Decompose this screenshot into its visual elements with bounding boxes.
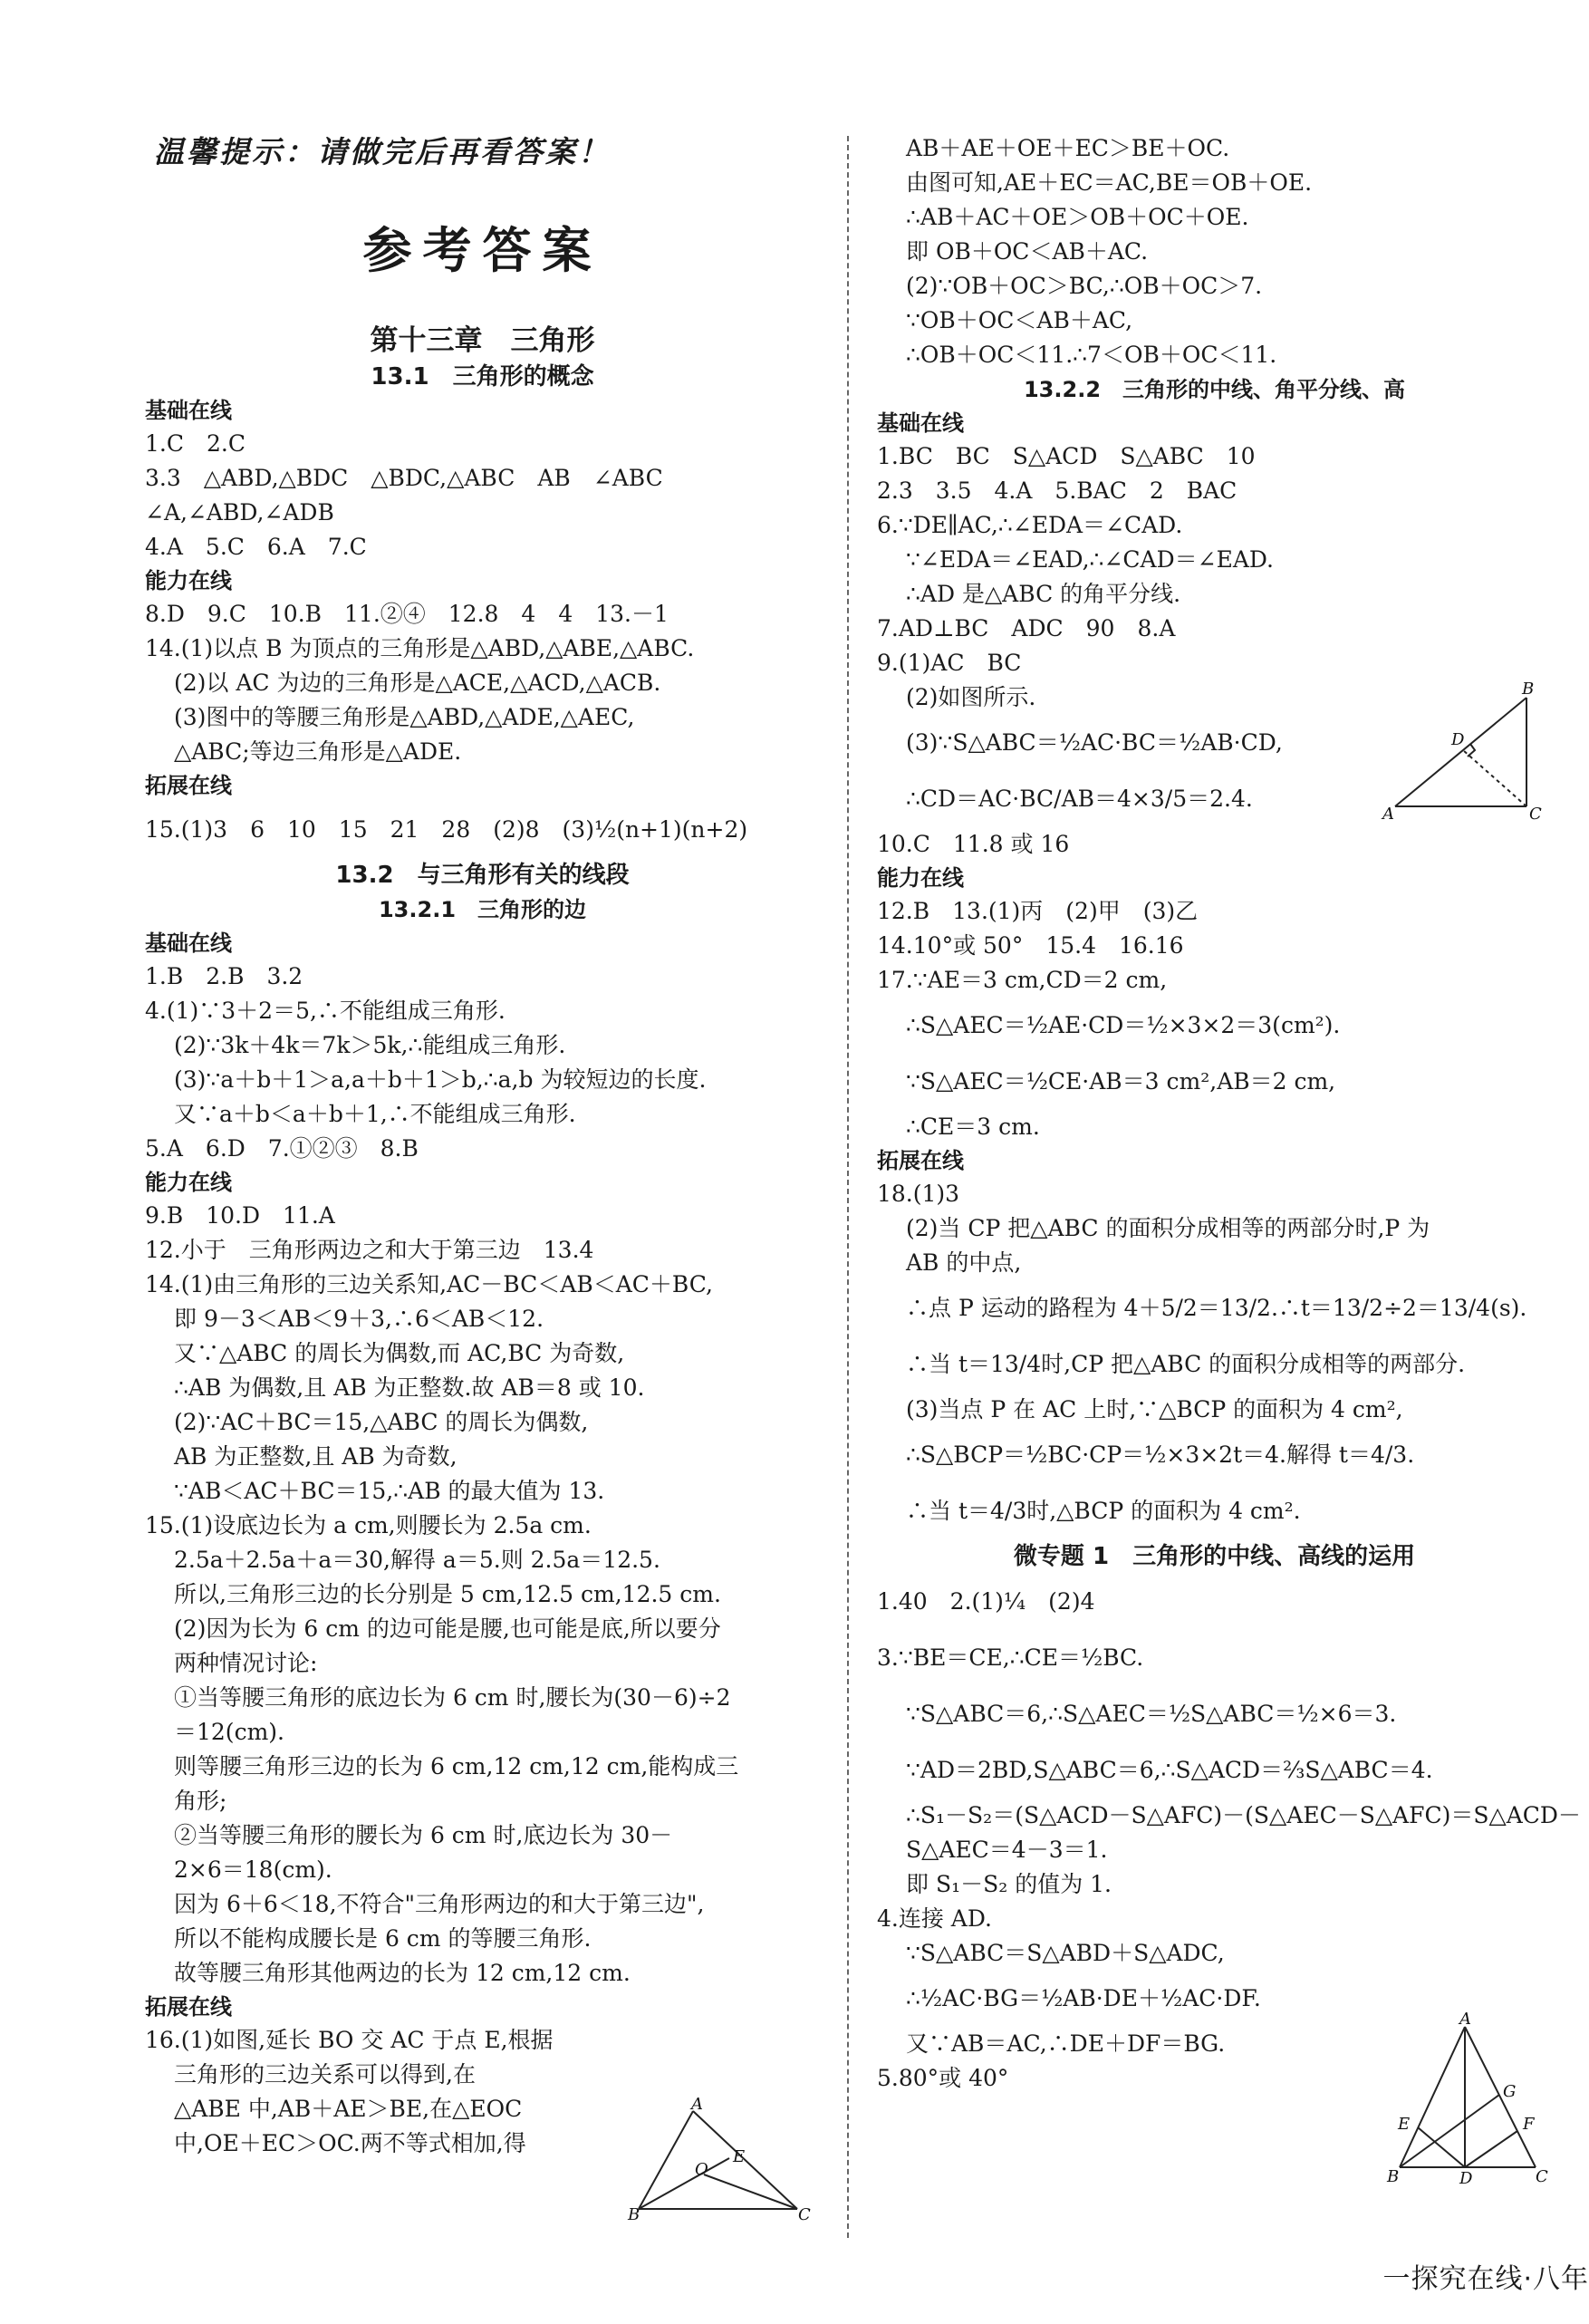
text-line: (2)∵OB＋OC＞BC,∴OB＋OC＞7. <box>906 273 1263 299</box>
figure-label: A <box>1459 2010 1471 2029</box>
text-line: 14.(1)由三角形的三边关系知,AC－BC＜AB＜AC＋BC, <box>145 1271 713 1297</box>
text-line: ∵∠EDA＝∠EAD,∴∠CAD＝∠EAD. <box>906 546 1274 573</box>
text-line: (3)∵S△ABC＝½AC·BC＝½AB·CD, <box>906 729 1283 756</box>
text-line: ∴CE＝3 cm. <box>906 1114 1040 1140</box>
text-line: 所以不能构成腰长是 6 cm 的等腰三角形. <box>174 1925 592 1952</box>
text-line: 即 OB＋OC＜AB＋AC. <box>906 238 1149 265</box>
text-line: AB 为正整数,且 AB 为奇数, <box>174 1443 457 1470</box>
right-column <box>877 131 1581 2096</box>
text-line: 9.(1)AC BC <box>877 650 1022 676</box>
text-line: ∵S△ABC＝S△ABD＋S△ADC, <box>906 1940 1225 1966</box>
text-line: 5.A 6.D 7.①②③ 8.B <box>145 1135 419 1162</box>
text-line: 4.(1)∵3＋2＝5,∴不能组成三角形. <box>145 998 506 1024</box>
figure-label: F <box>1523 2115 1535 2134</box>
text-line: 即 S₁－S₂ 的值为 1. <box>906 1871 1112 1897</box>
text-line: 又∵a＋b＜a＋b＋1,∴不能组成三角形. <box>174 1101 576 1127</box>
figure-isosceles-triangle <box>1382 2010 1554 2188</box>
text-line: AB＋AE＋OE＋EC＞BE＋OC. <box>906 135 1230 161</box>
text-line: (3)∵a＋b＋1＞a,a＋b＋1＞b,∴a,b 为较短边的长度. <box>174 1066 707 1093</box>
figure-label: B <box>1387 2167 1400 2186</box>
text-line: 则等腰三角形三边的长为 6 cm,12 cm,12 cm,能构成三 <box>174 1753 739 1779</box>
reminder-banner: 温馨提示：请做完后再看答案！ <box>154 134 611 169</box>
text-line: ①当等腰三角形的底边长为 6 cm 时,腰长为(30－6)÷2 <box>174 1684 731 1711</box>
part-heading: 能力在线 <box>145 568 232 593</box>
part-heading: 拓展在线 <box>877 1148 964 1173</box>
text-line: ∵AB＜AC＋BC＝15,∴AB 的最大值为 13. <box>174 1478 605 1504</box>
text-line: ∴S△AEC＝½AE·CD＝½×3×2＝3(cm²). <box>906 1012 1341 1038</box>
text-line: ②当等腰三角形的腰长为 6 cm 时,底边长为 30－ <box>174 1822 673 1848</box>
text-line: 16.(1)如图,延长 BO 交 AC 于点 E,根据 <box>145 2027 554 2053</box>
text-line: ∴CD＝AC·BC/AB＝4×3/5＝2.4. <box>906 786 1253 812</box>
text-line: (2)当 CP 把△ABC 的面积分成相等的两部分时,P 为 <box>906 1215 1430 1241</box>
text-line: 1.C 2.C <box>145 430 246 457</box>
text-line: 12.B 13.(1)丙 (2)甲 (3)乙 <box>877 898 1199 924</box>
text-line: 14.10°或 50° 15.4 16.16 <box>877 932 1184 959</box>
column-divider <box>847 136 849 2238</box>
text-line: (2)因为长为 6 cm 的边可能是腰,也可能是底,所以要分 <box>174 1615 721 1642</box>
figure-label: C <box>1529 805 1542 824</box>
text-line: 4.A 5.C 6.A 7.C <box>145 534 367 560</box>
text-line: 14.(1)以点 B 为顶点的三角形是△ABD,△ABE,△ABC. <box>145 635 695 661</box>
text-line: ∴点 P 运动的路程为 4＋5/2＝13/2.∴t＝13/2÷2＝13/4(s). <box>906 1295 1527 1321</box>
text-line: ∴S△BCP＝½BC·CP＝½×3×2t＝4.解得 t＝4/3. <box>906 1442 1415 1468</box>
page-footer: 一探究在线·八年 <box>1382 2263 1589 2295</box>
text-line: △ABC;等边三角形是△ADE. <box>174 738 462 765</box>
text-line: 2×6＝18(cm). <box>174 1856 332 1883</box>
text-line: 三角形的三边关系可以得到,在 <box>174 2061 476 2088</box>
text-line: 17.∵AE＝3 cm,CD＝2 cm, <box>877 967 1168 993</box>
text-line: 8.D 9.C 10.B 11.②④ 12.8 4 4 13.－1 <box>145 601 669 627</box>
text-line: 10.C 11.8 或 16 <box>877 831 1070 857</box>
text-line: ∵OB＋OC＜AB＋AC, <box>906 307 1133 333</box>
figure-label: E <box>1398 2115 1411 2134</box>
part-heading: 拓展在线 <box>145 773 232 798</box>
text-line: 由图可知,AE＋EC＝AC,BE＝OB＋OE. <box>906 169 1313 196</box>
text-line: (2)以 AC 为边的三角形是△ACE,△ACD,△ACB. <box>174 670 661 696</box>
text-line: ∵AD＝2BD,S△ABC＝6,∴S△ACD＝⅔S△ABC＝4. <box>906 1757 1433 1783</box>
text-line: 18.(1)3 <box>877 1181 960 1207</box>
text-line: (3)图中的等腰三角形是△ABD,△ADE,△AEC, <box>174 704 635 730</box>
text-line: ∴当 t＝13/4时,CP 把△ABC 的面积分成相等的两部分. <box>906 1351 1466 1377</box>
figure-label: D <box>1459 2169 1473 2188</box>
text-line: 又∵△ABC 的周长为偶数,而 AC,BC 为奇数, <box>174 1340 625 1366</box>
text-line: 2.3 3.5 4.A 5.BAC 2 BAC <box>877 477 1237 504</box>
text-line: 角形; <box>174 1788 227 1814</box>
text-line: 1.BC BC S△ACD S△ABC 10 <box>877 443 1256 469</box>
text-line: ∠A,∠ABD,∠ADB <box>145 499 334 526</box>
section-title: 13.2 与三角形有关的线段 <box>335 862 630 889</box>
text-line: 中,OE＋EC＞OC.两不等式相加,得 <box>174 2130 526 2156</box>
chapter-title: 第十三章 三角形 <box>370 324 595 357</box>
text-line: ∴AB＋AC＋OE＞OB＋OC＋OE. <box>906 204 1249 230</box>
text-line: AB 的中点, <box>906 1249 1022 1276</box>
figure-label: E <box>733 2147 746 2166</box>
figure-label: C <box>1536 2167 1548 2186</box>
text-line: (2)∵AC＋BC＝15,△ABC 的周长为偶数, <box>174 1409 589 1435</box>
text-line: 15.(1)设底边长为 a cm,则腰长为 2.5a cm. <box>145 1512 592 1538</box>
figure-triangle-abc-point-o <box>628 2095 815 2224</box>
figure-label: B <box>628 2205 640 2224</box>
figure-label: A <box>1382 805 1394 824</box>
text-line: 又∵AB＝AC,∴DE＋DF＝BG. <box>906 2030 1226 2057</box>
part-heading: 基础在线 <box>145 931 232 956</box>
text-line: 5.80°或 40° <box>877 2065 1009 2091</box>
page-title: 参考答案 <box>362 222 602 279</box>
text-line: 7.AD⊥BC ADC 90 8.A <box>877 615 1176 641</box>
part-heading: 基础在线 <box>145 398 232 423</box>
text-line: △ABE 中,AB＋AE＞BE,在△EOC <box>174 2096 523 2122</box>
text-line: ∴AD 是△ABC 的角平分线. <box>906 581 1181 607</box>
figure-label: D <box>1451 730 1465 749</box>
figure-label: B <box>1522 680 1535 699</box>
part-heading: 能力在线 <box>877 865 964 891</box>
text-line: 6.∵DE∥AC,∴∠EDA＝∠CAD. <box>877 512 1183 538</box>
figure-right-triangle-acb <box>1377 681 1549 826</box>
text-line: 3.3 △ABD,△BDC △BDC,△ABC AB ∠ABC <box>145 465 663 491</box>
part-heading: 基础在线 <box>877 410 964 436</box>
text-line: 两种情况讨论: <box>174 1650 318 1676</box>
text-line: 4.连接 AD. <box>877 1905 992 1932</box>
text-line: ∴½AC·BG＝½AB·DE＋½AC·DF. <box>906 1985 1261 2011</box>
text-line: 1.B 2.B 3.2 <box>145 963 303 989</box>
part-heading: 拓展在线 <box>145 1994 232 2020</box>
text-line: 12.小于 三角形两边之和大于第三边 13.4 <box>145 1237 594 1263</box>
text-line: 因为 6＋6＜18,不符合"三角形两边的和大于第三边", <box>174 1891 705 1917</box>
text-line: ∴AB 为偶数,且 AB 为正整数.故 AB＝8 或 10. <box>174 1374 645 1401</box>
text-line: 故等腰三角形其他两边的长为 12 cm,12 cm. <box>174 1960 631 1986</box>
subsection-title: 13.2.2 三角形的中线、角平分线、高 <box>1023 377 1406 402</box>
section-title: 微专题 1 三角形的中线、高线的运用 <box>1013 1543 1416 1570</box>
left-column <box>145 322 820 2161</box>
text-line: 1.40 2.(1)¼ (2)4 <box>877 1588 1095 1615</box>
text-line: 3.∵BE＝CE,∴CE＝½BC. <box>877 1644 1144 1671</box>
text-line: ∴OB＋OC＜11.∴7＜OB＋OC＜11. <box>906 342 1277 368</box>
text-line: 即 9－3＜AB＜9＋3,∴6＜AB＜12. <box>174 1306 544 1332</box>
figure-label: G <box>1503 2082 1517 2101</box>
subsection-title: 13.2.1 三角形的边 <box>378 897 587 922</box>
text-line: (2)如图所示. <box>906 684 1036 710</box>
text-line: ∴S₁－S₂＝(S△ACD－S△AFC)－(S△AEC－S△AFC)＝S△ACD－ <box>906 1802 1581 1828</box>
figure-label: C <box>798 2205 811 2224</box>
text-line: (2)∵3k＋4k＝7k＞5k,∴能组成三角形. <box>174 1032 566 1058</box>
text-line: (3)当点 P 在 AC 上时,∵△BCP 的面积为 4 cm², <box>906 1396 1403 1422</box>
text-line: 15.(1)3 6 10 15 21 28 (2)8 (3)½(n+1)(n+2) <box>145 816 748 843</box>
text-line: ∵S△AEC＝½CE·AB＝3 cm²,AB＝2 cm, <box>906 1068 1336 1094</box>
figure-label: O <box>695 2160 708 2179</box>
text-line: 9.B 10.D 11.A <box>145 1202 335 1229</box>
text-line: 2.5a＋2.5a＋a＝30,解得 a＝5.则 2.5a＝12.5. <box>174 1547 660 1573</box>
section-title: 13.1 三角形的概念 <box>371 363 594 391</box>
part-heading: 能力在线 <box>145 1170 232 1195</box>
text-line: S△AEC＝4－3＝1. <box>906 1837 1108 1863</box>
text-line: ∵S△ABC＝6,∴S△AEC＝½S△ABC＝½×6＝3. <box>906 1701 1397 1727</box>
text-line: ＝12(cm). <box>174 1719 284 1745</box>
text-line: ∴当 t＝4/3时,△BCP 的面积为 4 cm². <box>906 1498 1301 1524</box>
figure-label: A <box>691 2095 703 2114</box>
text-line: 所以,三角形三边的长分别是 5 cm,12.5 cm,12.5 cm. <box>174 1581 721 1607</box>
